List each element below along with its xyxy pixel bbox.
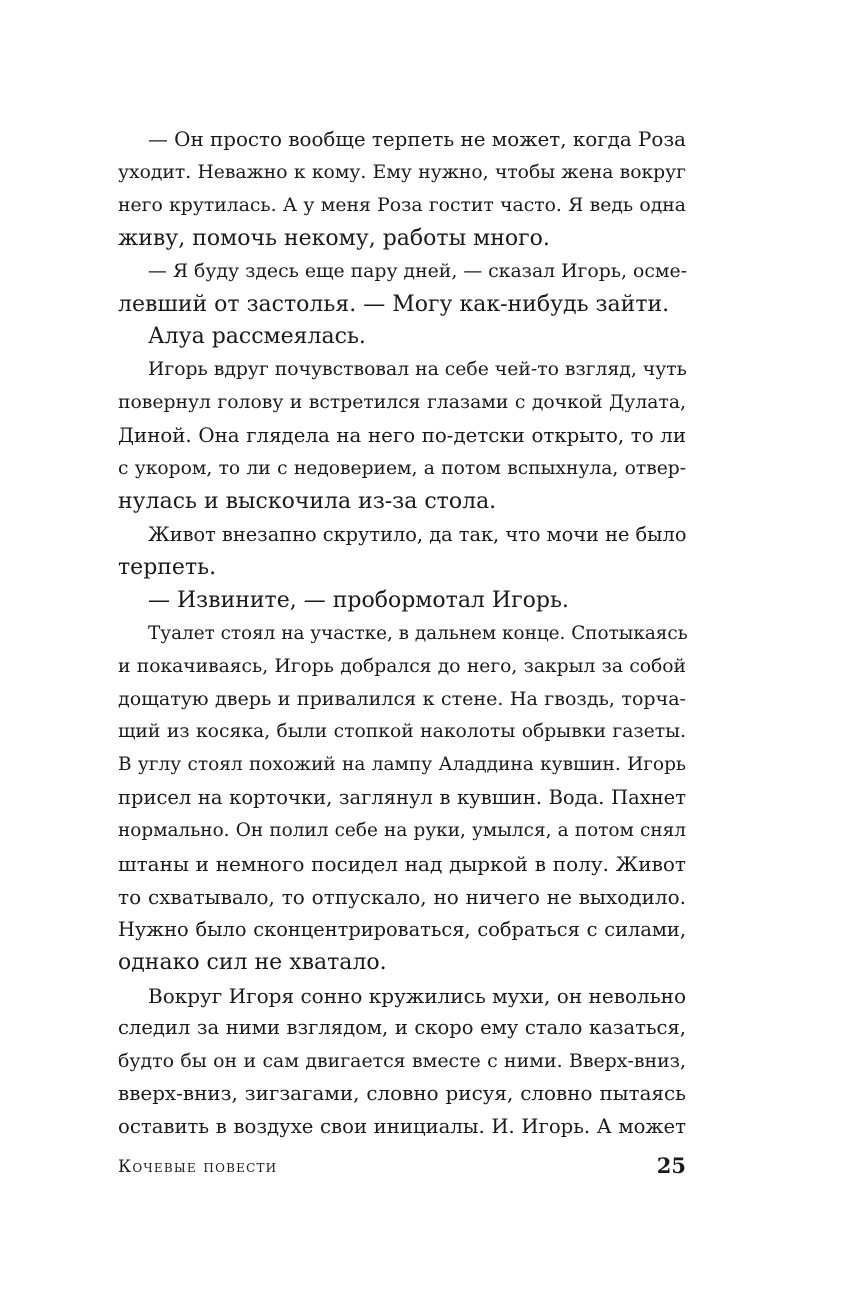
text-line: нулась и выскочила из-за стола. (118, 488, 497, 514)
paragraph (118, 980, 686, 1145)
text-line: Вокруг Игоря сонно кружились мухи, он невольно (148, 983, 686, 1008)
body-text (118, 124, 686, 1144)
paragraph (118, 618, 686, 980)
text-line: Алуа рассмеялась. (148, 324, 366, 350)
text-line: живу, помочь некому, работы много. (118, 225, 550, 251)
paragraph (118, 354, 686, 519)
text-line: Нужно было сконцентрироваться, собраться с силами, (118, 917, 686, 941)
text-line: и покачиваясь, Игорь добрался до него, закрыл за собой (118, 655, 686, 677)
text-line: повернул голову и встретился глазами с дочкой Дулата, (118, 392, 686, 414)
page-number: 25 (656, 1153, 686, 1178)
text-line: оставить в воздухе свои инициалы. И. Игорь. А может (118, 1115, 686, 1139)
page-footer (118, 1153, 686, 1183)
text-line: щий из косяка, были стопкой наколоты обрывки газеты. (118, 721, 686, 743)
text-line: терпеть. (118, 554, 217, 580)
text-line: Игорь вдруг почувствовал на себе чей-то взгляд, чуть (148, 359, 687, 381)
text-line: дощатую дверь и привалился к стене. На гвоздь, торча- (118, 688, 686, 711)
text-line: следил за ними взглядом, и скоро ему стало казаться, (118, 1016, 686, 1040)
running-title: Кочевые повести (118, 1157, 278, 1177)
text-line: — Он просто вообще терпеть не может, когда Роза (148, 128, 686, 151)
text-line: него крутилась. А у меня Роза гостит часто. Я ведь одна (118, 194, 686, 216)
paragraph (118, 124, 686, 256)
text-line: однако сил не хватало. (118, 949, 387, 975)
text-line: Диной. Она глядела на него по-детски открыто, то ли (118, 424, 686, 448)
paragraph (118, 321, 686, 354)
text-line: с укором, то ли с недоверием, а потом вспыхнула, отвер- (118, 458, 686, 480)
text-line: штаны и немного посидел над дыркой в полу. Живот (118, 851, 686, 876)
paragraph (118, 585, 686, 618)
text-line: — Извините, — пробормотал Игорь. (148, 587, 569, 613)
text-line: нормально. Он полил себе на руки, умылся, а потом снял (118, 820, 686, 842)
text-line: уходит. Неважно к кому. Ему нужно, чтобы жена вокруг (118, 161, 686, 183)
text-line: левший от застолья. — Могу как-нибудь зайти. (118, 291, 670, 317)
paragraph (118, 519, 686, 585)
text-line: В углу стоял похожий на лампу Аладдина кувшин. Игорь (118, 754, 686, 776)
text-line: — Я буду здесь еще пару дней, — сказал Игорь, осме- (148, 260, 688, 282)
text-line: Туалет стоял на участке, в дальнем конце. Спотыкаясь (148, 622, 688, 644)
text-line: Живот внезапно скрутило, да так, что мочи не было (148, 522, 687, 546)
text-line: вверх-вниз, зигзагами, словно рисуя, словно пытаясь (118, 1082, 686, 1106)
text-line: будто бы он и сам двигается вместе с ними. Вверх-вниз, (118, 1050, 686, 1073)
text-line: присел на корточки, заглянул в кувшин. Вода. Пахнет (118, 786, 686, 810)
text-line: то схватывало, то отпускало, но ничего не выходило. (118, 884, 686, 909)
paragraph (118, 256, 686, 322)
